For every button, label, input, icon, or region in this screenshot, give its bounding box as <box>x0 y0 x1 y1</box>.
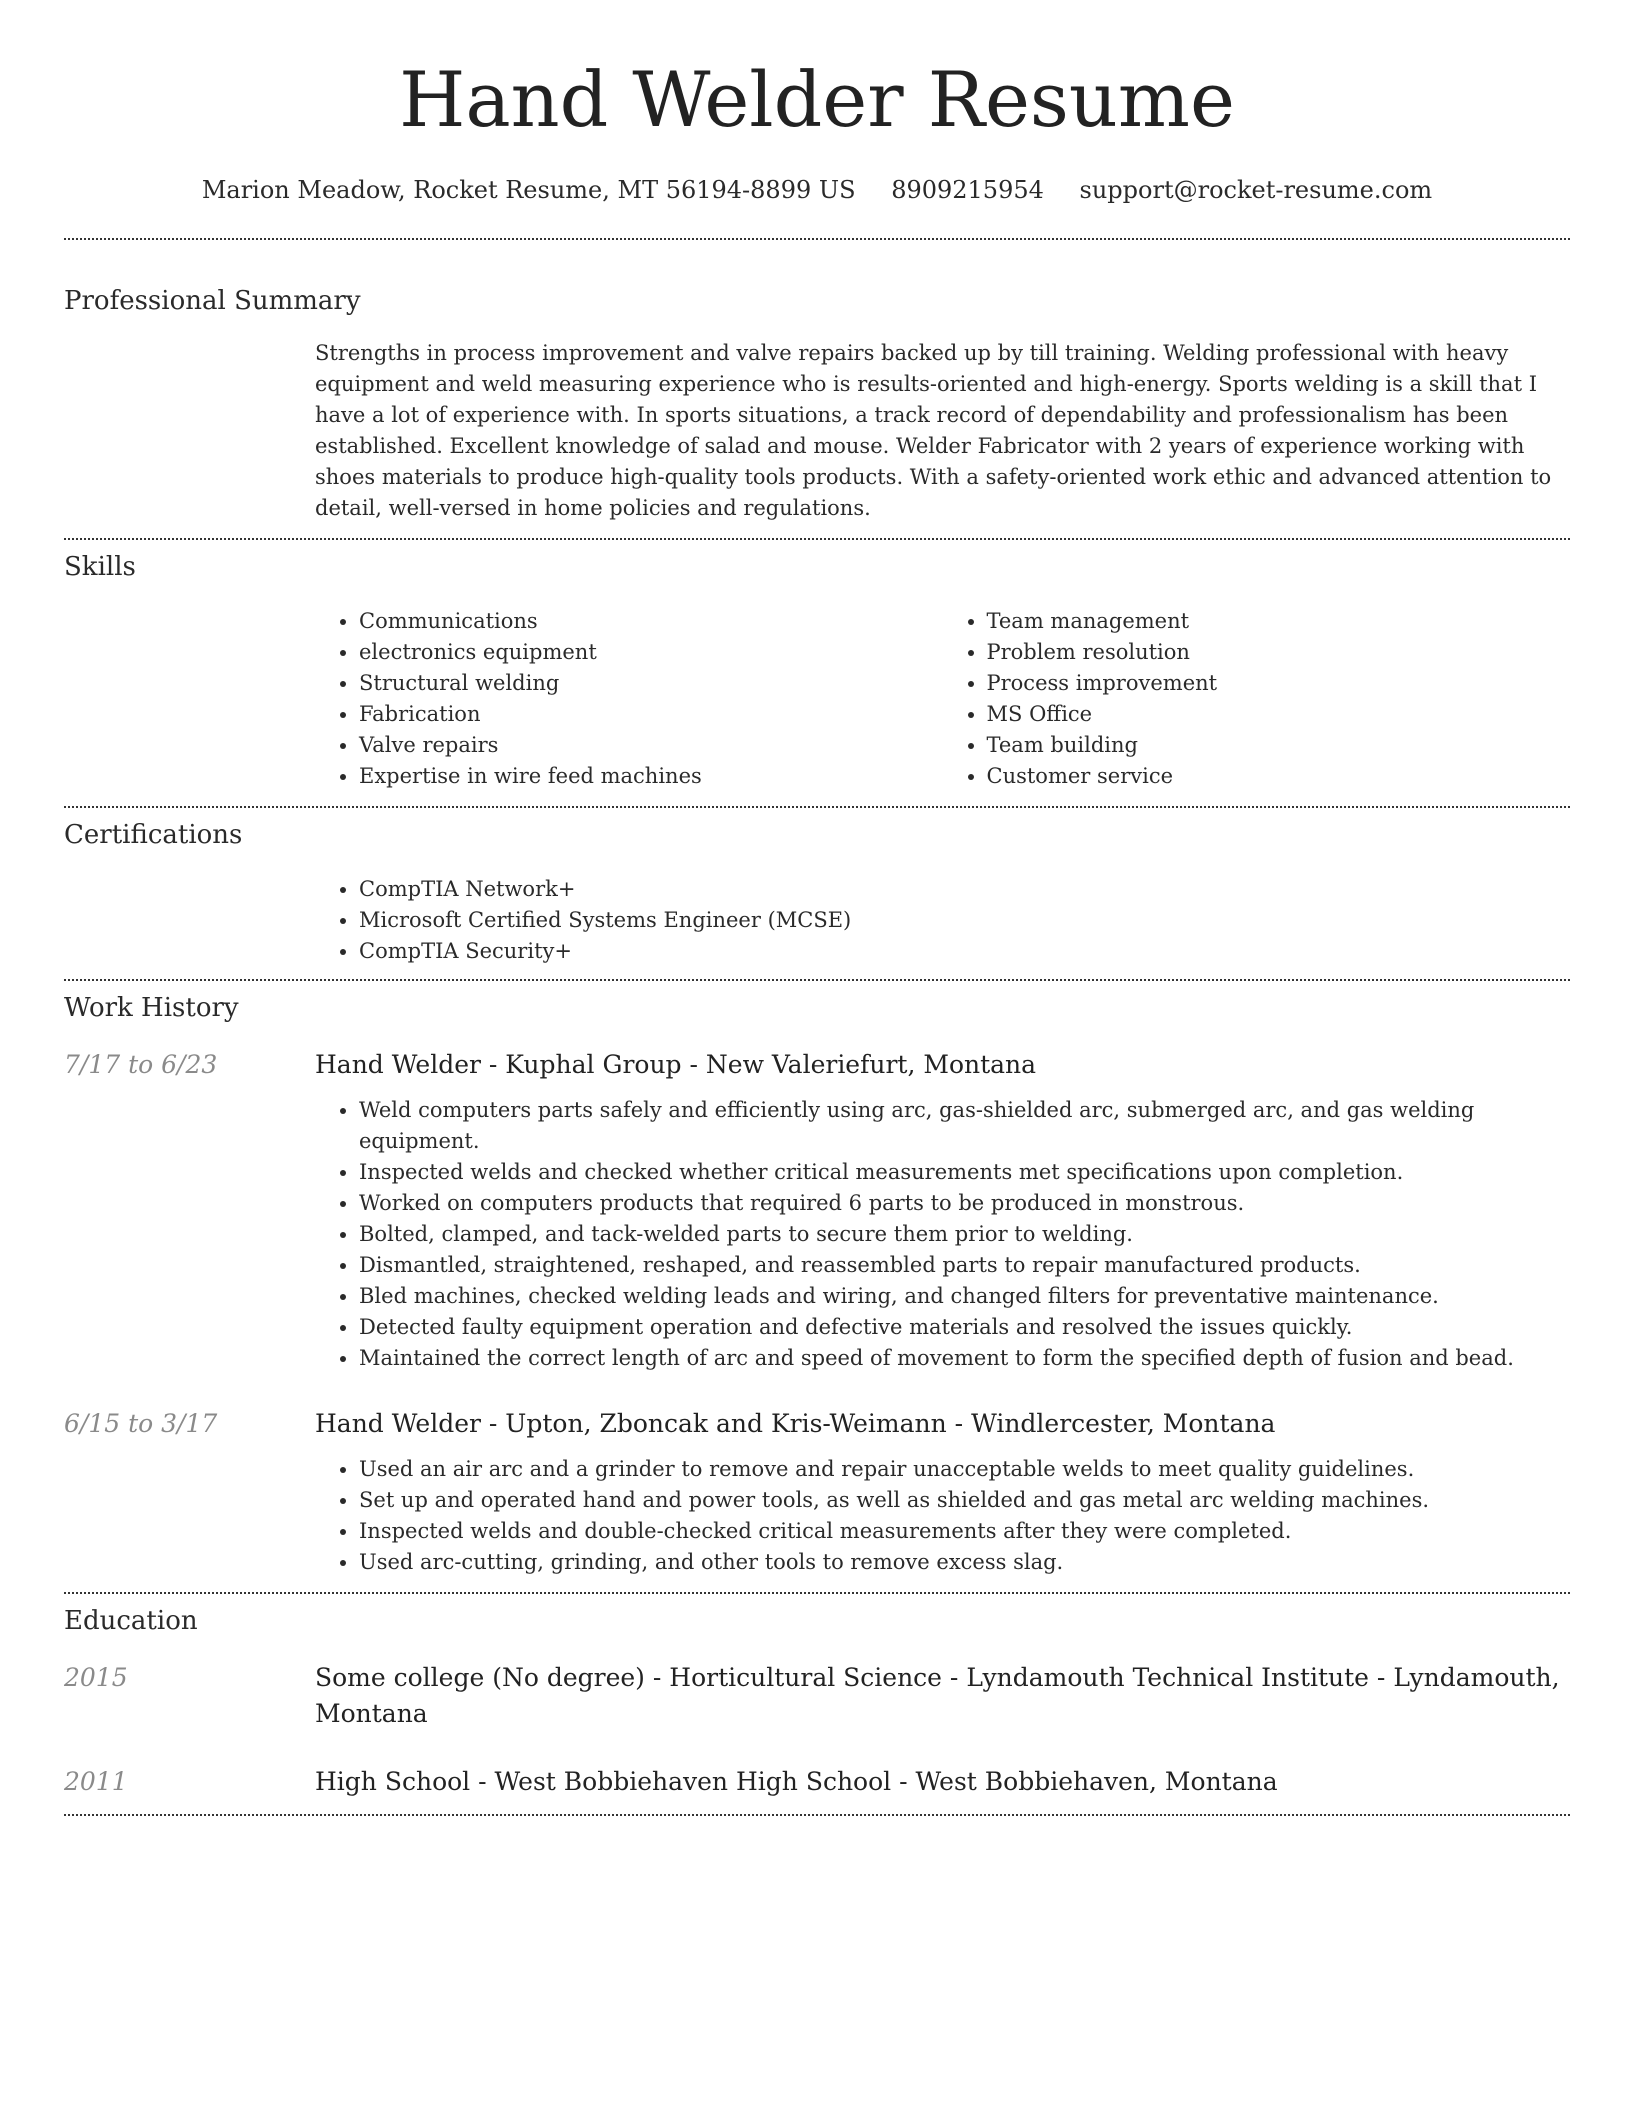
resume-page <box>64 0 1570 1816</box>
list-item: • Fabrication <box>359 699 943 730</box>
summary-heading: Professional Summary <box>64 286 361 316</box>
education-detail: High School - West Bobbiehaven High School - West Bobbiehaven, Montana <box>315 1767 1278 1796</box>
list-item: • Bolted, clamped, and tack-welded parts to secure them prior to welding. <box>359 1219 1570 1250</box>
education-year: 2015 <box>64 1663 128 1692</box>
list-item: • Process improvement <box>987 668 1571 699</box>
list-item: • Bled machines, checked welding leads and wiring, and changed filters for preventative maintenance. <box>359 1281 1570 1312</box>
contact-line <box>64 175 1570 205</box>
job-title: Hand Welder - Upton, Zboncak and Kris-Weimann - Windlercester, Montana <box>315 1409 1276 1438</box>
list-item: • CompTIA Network+ <box>359 874 1570 905</box>
list-item: • Used arc-cutting, grinding, and other tools to remove excess slag. <box>359 1547 1570 1578</box>
skills-heading: Skills <box>64 552 136 582</box>
certifications-list <box>315 874 1570 967</box>
list-item: • Detected faulty equipment operation and defective materials and resolved the issues quickly. <box>359 1312 1570 1343</box>
job-bullets <box>315 1454 1570 1578</box>
resume-title: Hand Welder Resume <box>399 55 1235 144</box>
divider <box>64 1592 1570 1594</box>
list-item: • Maintained the correct length of arc and speed of movement to form the specified depth of fusion and bead. <box>359 1343 1570 1374</box>
education-year: 2011 <box>64 1767 128 1796</box>
list-item: • Microsoft Certified Systems Engineer (MCSE) <box>359 905 1570 936</box>
education-entry <box>64 1764 1570 1800</box>
job-dates: 6/15 to 3/17 <box>64 1409 218 1438</box>
job-title: Hand Welder - Kuphal Group - New Valeriefurt, Montana <box>315 1050 1037 1079</box>
list-item: • MS Office <box>987 699 1571 730</box>
list-item: • Valve repairs <box>359 730 943 761</box>
contact-phone: 8909215954 <box>891 176 1044 204</box>
education-section <box>64 1606 1570 1800</box>
list-item: • Set up and operated hand and power tools, as well as shielded and gas metal arc welding machines. <box>359 1485 1570 1516</box>
job-entry <box>64 1047 1570 1374</box>
list-item: • Worked on computers products that required 6 parts to be produced in monstrous. <box>359 1188 1570 1219</box>
divider <box>64 806 1570 808</box>
contact-email[interactable]: support@rocket-resume.com <box>1079 176 1433 204</box>
skills-list <box>315 606 1570 792</box>
work-history-heading: Work History <box>64 993 239 1023</box>
job-entry <box>64 1406 1570 1578</box>
list-item: • Weld computers parts safely and efficiently using arc, gas-shielded arc, submerged arc, and gas welding equipment. <box>359 1095 1570 1157</box>
work-history-section <box>64 993 1570 1578</box>
divider <box>64 1814 1570 1816</box>
list-item: • Inspected welds and double-checked critical measurements after they were completed. <box>359 1516 1570 1547</box>
list-item: • electronics equipment <box>359 637 943 668</box>
contact-address: Marion Meadow, Rocket Resume, MT 56194-8899 US <box>201 176 856 204</box>
list-item: • Customer service <box>987 761 1571 792</box>
list-item: • Dismantled, straightened, reshaped, and reassembled parts to repair manufactured products. <box>359 1250 1570 1281</box>
list-item: • Team management <box>987 606 1571 637</box>
certifications-section <box>64 820 1570 967</box>
list-item: • Communications <box>359 606 943 637</box>
job-bullets <box>315 1095 1570 1374</box>
divider <box>64 238 1570 240</box>
skills-section <box>64 552 1570 792</box>
certifications-heading: Certifications <box>64 820 243 850</box>
list-item: • Inspected welds and checked whether critical measurements met specifications upon completion. <box>359 1157 1570 1188</box>
list-item: • Team building <box>987 730 1571 761</box>
job-dates: 7/17 to 6/23 <box>64 1050 218 1079</box>
divider <box>64 538 1570 540</box>
education-heading: Education <box>64 1606 198 1636</box>
list-item: • Structural welding <box>359 668 943 699</box>
divider <box>64 979 1570 981</box>
list-item: • Problem resolution <box>987 637 1571 668</box>
education-detail: Some college (No degree) - Horticultural Science - Lyndamouth Technical Institute - Lyndamouth, Montana <box>315 1663 1560 1728</box>
summary-section <box>64 286 1570 524</box>
skills-column-right <box>943 606 1571 792</box>
list-item: • CompTIA Security+ <box>359 936 1570 967</box>
summary-text: Strengths in process improvement and valve repairs backed up by till training. Welding professional with heavy equipment and weld measuring experience who is results-oriented and high-energy. Sports welding is a skill that I have a lot of experience with. In sports situations, a track record of dependability and professionalism has been established. Excellent knowledge of salad and mouse. Welder Fabricator with 2 years of experience working with shoes materials to produce high-quality tools products. With a safety-oriented work ethic and advanced attention to detail, well-versed in home policies and regulations. <box>315 341 1552 520</box>
skills-column-left <box>315 606 943 792</box>
list-item: • Used an air arc and a grinder to remove and repair unacceptable welds to meet quality guidelines. <box>359 1454 1570 1485</box>
education-entry <box>64 1660 1570 1732</box>
list-item: • Expertise in wire feed machines <box>359 761 943 792</box>
